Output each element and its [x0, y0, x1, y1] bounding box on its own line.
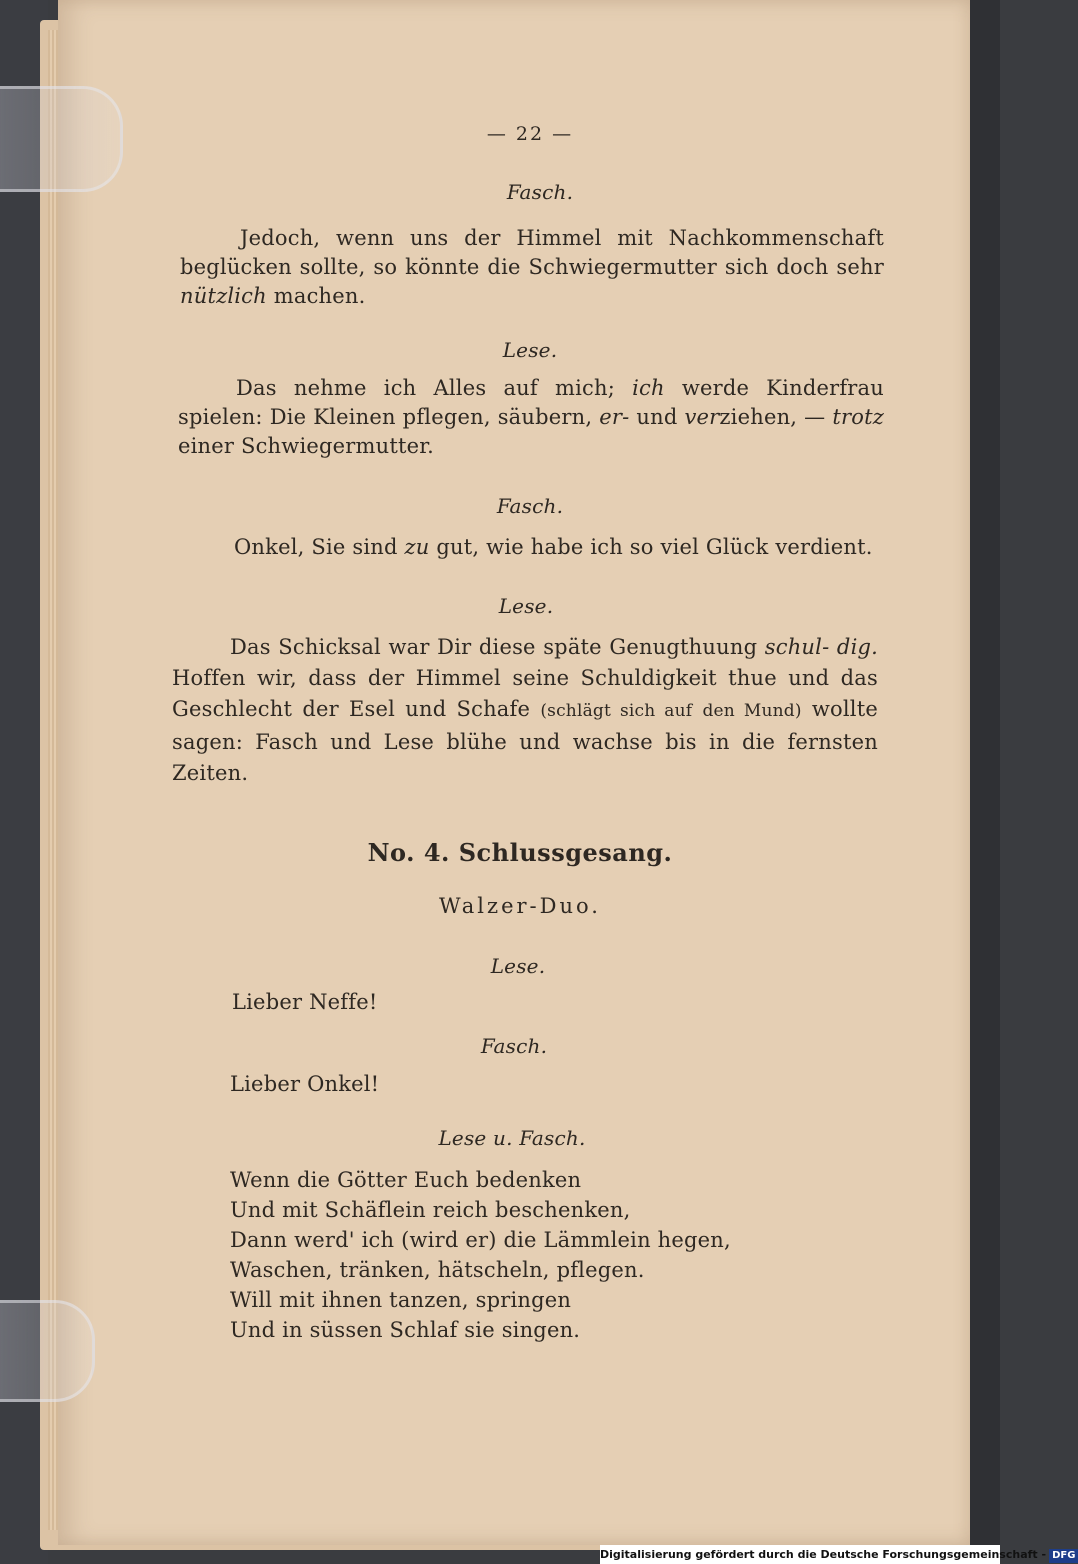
song-line: Wenn die Götter Euch bedenken — [230, 1168, 582, 1192]
song-line: Und mit Schäflein reich beschenken, — [230, 1198, 631, 1222]
text-run: werde Kinderfrau — [664, 376, 884, 400]
speaker-label: Fasch. — [480, 1034, 548, 1058]
footer-text: Digitalisierung gefördert durch die Deutsche Forschungsgemeinschaft - — [600, 1548, 1047, 1561]
italic-text: ich — [632, 376, 665, 400]
dialogue-paragraph — [178, 374, 884, 461]
speaker-label: Lese. — [498, 594, 554, 618]
page-number: — 22 — — [486, 123, 574, 145]
glass-clip-top — [0, 86, 123, 192]
section-heading: No. 4. Schlussgesang. — [367, 838, 673, 867]
speaker-label: Fasch. — [496, 494, 564, 518]
italic-text: zu — [404, 535, 430, 559]
text-run: verdient. — [775, 535, 873, 559]
text-run: ziehen, — — [719, 405, 826, 429]
dialogue-paragraph — [180, 224, 884, 311]
text-run: wollte sagen: Fasch und Lese blühe und wachse — [172, 697, 878, 754]
text-run: Jedoch, wenn uns der Himmel mit Nachkommenschaft — [240, 226, 884, 250]
scanner-edge — [970, 0, 1000, 1564]
text-run: machen. — [266, 284, 366, 308]
text-run: bis in die fernsten Zeiten. — [172, 730, 878, 785]
text-run: und das Geschlecht der Esel und Schafe — [172, 666, 878, 721]
speaker-label: Lese. — [490, 954, 546, 978]
speaker-label: Fasch. — [506, 180, 574, 204]
text-run: Onkel, Sie sind — [234, 535, 405, 559]
digitization-footer — [600, 1545, 1076, 1564]
italic-text: nützlich — [180, 284, 267, 308]
italic-text: schul- — [764, 635, 830, 659]
text-run: Hoffen wir, dass der Himmel seine Schuldigkeit thue — [172, 666, 777, 690]
text-run: spielen: Die Kleinen pflegen, säubern, — [178, 405, 600, 429]
stage-direction: den Mund) — [702, 701, 802, 721]
song-verse — [230, 1165, 850, 1345]
speaker-label: Lese u. Fasch. — [438, 1126, 586, 1150]
text-run: beglücken sollte, so könnte die Schwiegermutter sich doch — [180, 255, 829, 279]
stage-direction: (schlägt sich auf — [540, 701, 693, 721]
italic-text: trotz — [832, 405, 884, 429]
duo-line: Lieber Onkel! — [230, 1072, 380, 1096]
song-line: Und in süssen Schlaf sie singen. — [230, 1318, 581, 1342]
text-run: Das nehme ich Alles auf mich; — [236, 376, 633, 400]
italic-text: ver — [684, 405, 720, 429]
text-run: gut, wie habe ich so viel Glück — [429, 535, 769, 559]
song-line: Will mit ihnen tanzen, springen — [230, 1288, 572, 1312]
text-run: und — [629, 405, 685, 429]
text-run: einer Schwiegermutter. — [178, 434, 435, 458]
italic-text: er- — [599, 405, 630, 429]
text-run: Das Schicksal war Dir diese späte Genugthuung — [230, 635, 765, 659]
song-line: Waschen, tränken, hätscheln, pflegen. — [230, 1258, 645, 1282]
text-run: sehr — [836, 255, 884, 279]
section-subheading: Walzer-Duo. — [439, 894, 601, 918]
italic-text: dig. — [836, 635, 878, 659]
song-line: Dann werd' ich (wird er) die Lämmlein hegen, — [230, 1228, 731, 1252]
speaker-label: Lese. — [502, 338, 558, 362]
dialogue-paragraph — [172, 632, 878, 789]
duo-line: Lieber Neffe! — [232, 990, 378, 1014]
dialogue-paragraph — [176, 533, 880, 562]
glass-clip-bottom — [0, 1300, 95, 1402]
dfg-logo: DFG — [1049, 1549, 1078, 1563]
